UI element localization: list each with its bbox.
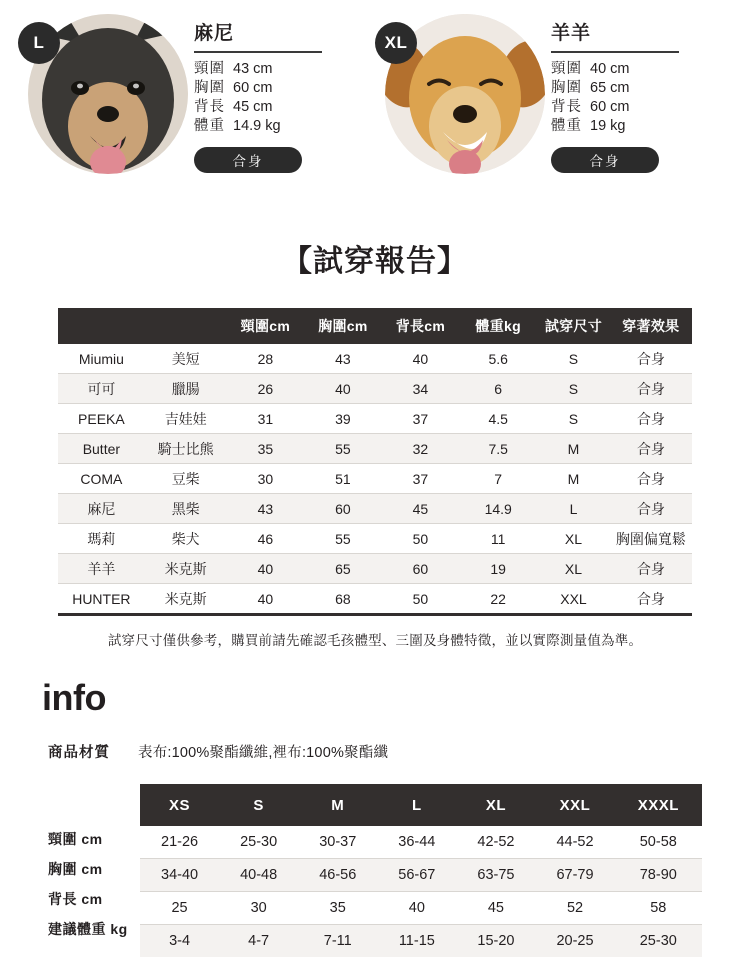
- table-row: [58, 524, 692, 554]
- cell-effect: 合身: [610, 494, 692, 524]
- cell-owner: 可可: [58, 374, 145, 404]
- size-col-xxxl: XXXL: [615, 784, 702, 826]
- size-cell: 34-40: [140, 859, 219, 892]
- dog-spec-row: [551, 98, 732, 117]
- col-header-breed: [145, 308, 227, 344]
- size-cell: 30: [219, 892, 298, 925]
- dog-info: [188, 8, 375, 178]
- size-cell: 50-58: [615, 826, 702, 859]
- cell-chest: 43: [304, 344, 382, 374]
- cell-weight: 4.5: [459, 404, 537, 434]
- spec-label: 背長: [551, 99, 582, 115]
- table-row: [58, 404, 692, 434]
- cell-effect: 合身: [610, 554, 692, 584]
- spec-value: 14.9 kg: [233, 118, 281, 134]
- col-header-back: 背長cm: [382, 308, 460, 344]
- size-cell: 63-75: [456, 859, 535, 892]
- cell-back: 37: [382, 404, 460, 434]
- report-title: 【試穿報告】: [282, 245, 468, 278]
- spec-label: 體重: [551, 118, 582, 134]
- cell-neck: 40: [227, 554, 305, 584]
- spec-value: 19 kg: [590, 118, 626, 134]
- cell-owner: Butter: [58, 434, 145, 464]
- cell-breed: 黑柴: [145, 494, 227, 524]
- cell-owner: PEEKA: [58, 404, 145, 434]
- col-header-size: 試穿尺寸: [537, 308, 610, 344]
- size-chart-row: [140, 859, 702, 892]
- cell-size: M: [537, 464, 610, 494]
- size-cell: 78-90: [615, 859, 702, 892]
- cell-size: M: [537, 434, 610, 464]
- dog-profile-card: [18, 8, 375, 178]
- spec-value: 43 cm: [233, 61, 273, 77]
- dog-photo-wrap: [18, 8, 188, 178]
- spec-label: 頸圍: [551, 61, 582, 77]
- size-col-l: L: [377, 784, 456, 826]
- size-row-label-chest: 胸圍 cm: [48, 861, 103, 877]
- size-badge: XL: [375, 22, 417, 64]
- cell-weight: 14.9: [459, 494, 537, 524]
- spec-label: 頸圍: [194, 61, 225, 77]
- table-row: [58, 464, 692, 494]
- cell-back: 32: [382, 434, 460, 464]
- size-cell: 40: [377, 892, 456, 925]
- cell-chest: 60: [304, 494, 382, 524]
- size-cell: 11-15: [398, 933, 435, 949]
- size-row-label-weight: 建議體重 kg: [48, 921, 128, 937]
- size-cell: 20-25: [556, 933, 594, 949]
- size-chart-wrap: [48, 784, 702, 957]
- size-cell: 25-30: [639, 933, 677, 949]
- cell-neck: 30: [227, 464, 305, 494]
- size-cell: 3-4: [169, 933, 191, 949]
- dog-profile-card: [375, 8, 732, 178]
- cell-breed: 臘腸: [145, 374, 227, 404]
- cell-size: S: [537, 374, 610, 404]
- dog-name: 羊羊: [551, 18, 679, 53]
- size-cell: 44-52: [535, 826, 614, 859]
- cell-chest: 65: [304, 554, 382, 584]
- spec-label: 胸圍: [551, 80, 582, 96]
- cell-breed: 米克斯: [145, 554, 227, 584]
- cell-chest: 68: [335, 590, 351, 607]
- size-cell: 30-37: [298, 826, 377, 859]
- col-header-weight: 體重kg: [459, 308, 537, 344]
- size-chart-table: [140, 784, 702, 957]
- dog-spec-row: [551, 117, 732, 136]
- cell-owner: 麻尼: [58, 494, 145, 524]
- size-chart-header-row: [140, 784, 702, 826]
- cell-weight: 6: [459, 374, 537, 404]
- cell-size: XXL: [560, 590, 587, 607]
- table-row: [58, 434, 692, 464]
- cell-effect: 胸圍偏寬鬆: [610, 524, 692, 554]
- cell-back: 60: [382, 554, 460, 584]
- dog-photo-wrap: [375, 8, 545, 178]
- size-badge: L: [18, 22, 60, 64]
- spec-label: 體重: [194, 118, 225, 134]
- cell-breed: 米克斯: [164, 590, 207, 607]
- col-header-owner: [58, 308, 145, 344]
- size-cell: 42-52: [456, 826, 535, 859]
- cell-chest: 40: [304, 374, 382, 404]
- cell-owner: Miumiu: [58, 344, 145, 374]
- cell-chest: 55: [304, 524, 382, 554]
- cell-breed: 豆柴: [145, 464, 227, 494]
- spec-value: 65 cm: [590, 80, 630, 96]
- size-cell: 52: [535, 892, 614, 925]
- dog-spec-row: [194, 98, 375, 117]
- size-col-m: M: [298, 784, 377, 826]
- cell-size: XL: [537, 554, 610, 584]
- cell-effect: 合身: [610, 344, 692, 374]
- size-cell: 25: [140, 892, 219, 925]
- size-cell: 58: [615, 892, 702, 925]
- spec-value: 40 cm: [590, 61, 630, 77]
- col-header-chest: 胸圍cm: [304, 308, 382, 344]
- size-cell: 7-11: [323, 933, 352, 949]
- cell-chest: 51: [304, 464, 382, 494]
- cell-owner: COMA: [58, 464, 145, 494]
- cell-weight: 19: [459, 554, 537, 584]
- cell-owner: 羊羊: [58, 554, 145, 584]
- size-chart-row: [140, 925, 702, 958]
- size-col-xs: XS: [140, 784, 219, 826]
- size-row-label-neck: 頸圍 cm: [48, 831, 103, 847]
- table-row: [58, 494, 692, 524]
- size-cell: 36-44: [377, 826, 456, 859]
- cell-effect: 合身: [636, 590, 665, 607]
- cell-neck: 28: [227, 344, 305, 374]
- cell-neck: 35: [227, 434, 305, 464]
- cell-back: 34: [382, 374, 460, 404]
- cell-back: 40: [382, 344, 460, 374]
- cell-size: S: [537, 344, 610, 374]
- size-row-label-back: 背長 cm: [48, 891, 103, 907]
- size-chart-row-labels: [48, 784, 140, 957]
- cell-neck: 43: [227, 494, 305, 524]
- spec-label: 背長: [194, 99, 225, 115]
- dog-spec-row: [551, 60, 732, 79]
- cell-effect: 合身: [610, 434, 692, 464]
- dog-info: [545, 8, 732, 178]
- dog-spec-row: [194, 117, 375, 136]
- size-chart-row: [140, 892, 702, 925]
- material-label: 商品材質: [48, 745, 110, 761]
- info-heading: info: [42, 677, 106, 718]
- cell-size: S: [537, 404, 610, 434]
- size-cell: 25-30: [219, 826, 298, 859]
- size-cell: 4-7: [248, 933, 270, 949]
- report-table-wrap: [0, 308, 750, 649]
- cell-weight: 7: [459, 464, 537, 494]
- cell-weight: 5.6: [459, 344, 537, 374]
- cell-owner: HUNTER: [72, 590, 131, 607]
- cell-effect: 合身: [610, 374, 692, 404]
- table-header-row: [58, 308, 692, 344]
- material-value: 表布:100%聚酯纖維,裡布:100%聚酯纖: [138, 745, 389, 761]
- size-cell: 46-56: [298, 859, 377, 892]
- col-header-effect: 穿著效果: [610, 308, 692, 344]
- cell-chest: 55: [304, 434, 382, 464]
- cell-weight: 22: [490, 590, 506, 607]
- cell-neck: 46: [227, 524, 305, 554]
- cell-neck: 26: [227, 374, 305, 404]
- size-chart-row: [140, 826, 702, 859]
- cell-back: 37: [382, 464, 460, 494]
- cell-weight: 11: [459, 524, 537, 554]
- cell-neck: 40: [257, 590, 274, 607]
- cell-back: 45: [382, 494, 460, 524]
- material-row: [48, 741, 750, 762]
- cell-size: L: [537, 494, 610, 524]
- fit-badge: 合身: [551, 147, 659, 173]
- cell-size: XL: [537, 524, 610, 554]
- size-cell: 45: [456, 892, 535, 925]
- dog-profile-row: [0, 0, 750, 178]
- cell-effect: 合身: [610, 464, 692, 494]
- cell-breed: 柴犬: [145, 524, 227, 554]
- try-on-report-table: [58, 308, 692, 616]
- cell-breed: 騎士比熊: [145, 434, 227, 464]
- table-note: 試穿尺寸僅供參考，購買前請先確認毛孩體型、三圍及身體特徵，並以實際測量值為準。: [107, 633, 643, 648]
- cell-chest: 39: [304, 404, 382, 434]
- spec-value: 45 cm: [233, 99, 273, 115]
- size-col-s: S: [219, 784, 298, 826]
- cell-back: 50: [412, 590, 429, 607]
- spec-value: 60 cm: [590, 99, 630, 115]
- size-cell: 67-79: [535, 859, 614, 892]
- cell-effect: 合身: [610, 404, 692, 434]
- table-row: [58, 554, 692, 584]
- dog-name: 麻尼: [194, 18, 322, 53]
- size-cell: 35: [298, 892, 377, 925]
- size-cell: 15-20: [477, 933, 515, 949]
- dog-spec-row: [194, 79, 375, 98]
- fit-badge: 合身: [194, 147, 302, 173]
- size-cell: 56-67: [377, 859, 456, 892]
- table-row: [58, 584, 692, 615]
- cell-breed: 吉娃娃: [145, 404, 227, 434]
- cell-back: 50: [382, 524, 460, 554]
- dog-spec-row: [194, 60, 375, 79]
- size-cell: 21-26: [140, 826, 219, 859]
- cell-breed: 美短: [145, 344, 227, 374]
- spec-value: 60 cm: [233, 80, 273, 96]
- dog-spec-row: [551, 79, 732, 98]
- table-row: [58, 344, 692, 374]
- cell-owner: 瑪莉: [58, 524, 145, 554]
- table-row: [58, 374, 692, 404]
- col-header-neck: 頸圍cm: [227, 308, 305, 344]
- cell-neck: 31: [227, 404, 305, 434]
- size-cell: 40-48: [219, 859, 298, 892]
- size-col-xxl: XXL: [535, 784, 614, 826]
- size-col-xl: XL: [456, 784, 535, 826]
- spec-label: 胸圍: [194, 80, 225, 96]
- cell-weight: 7.5: [459, 434, 537, 464]
